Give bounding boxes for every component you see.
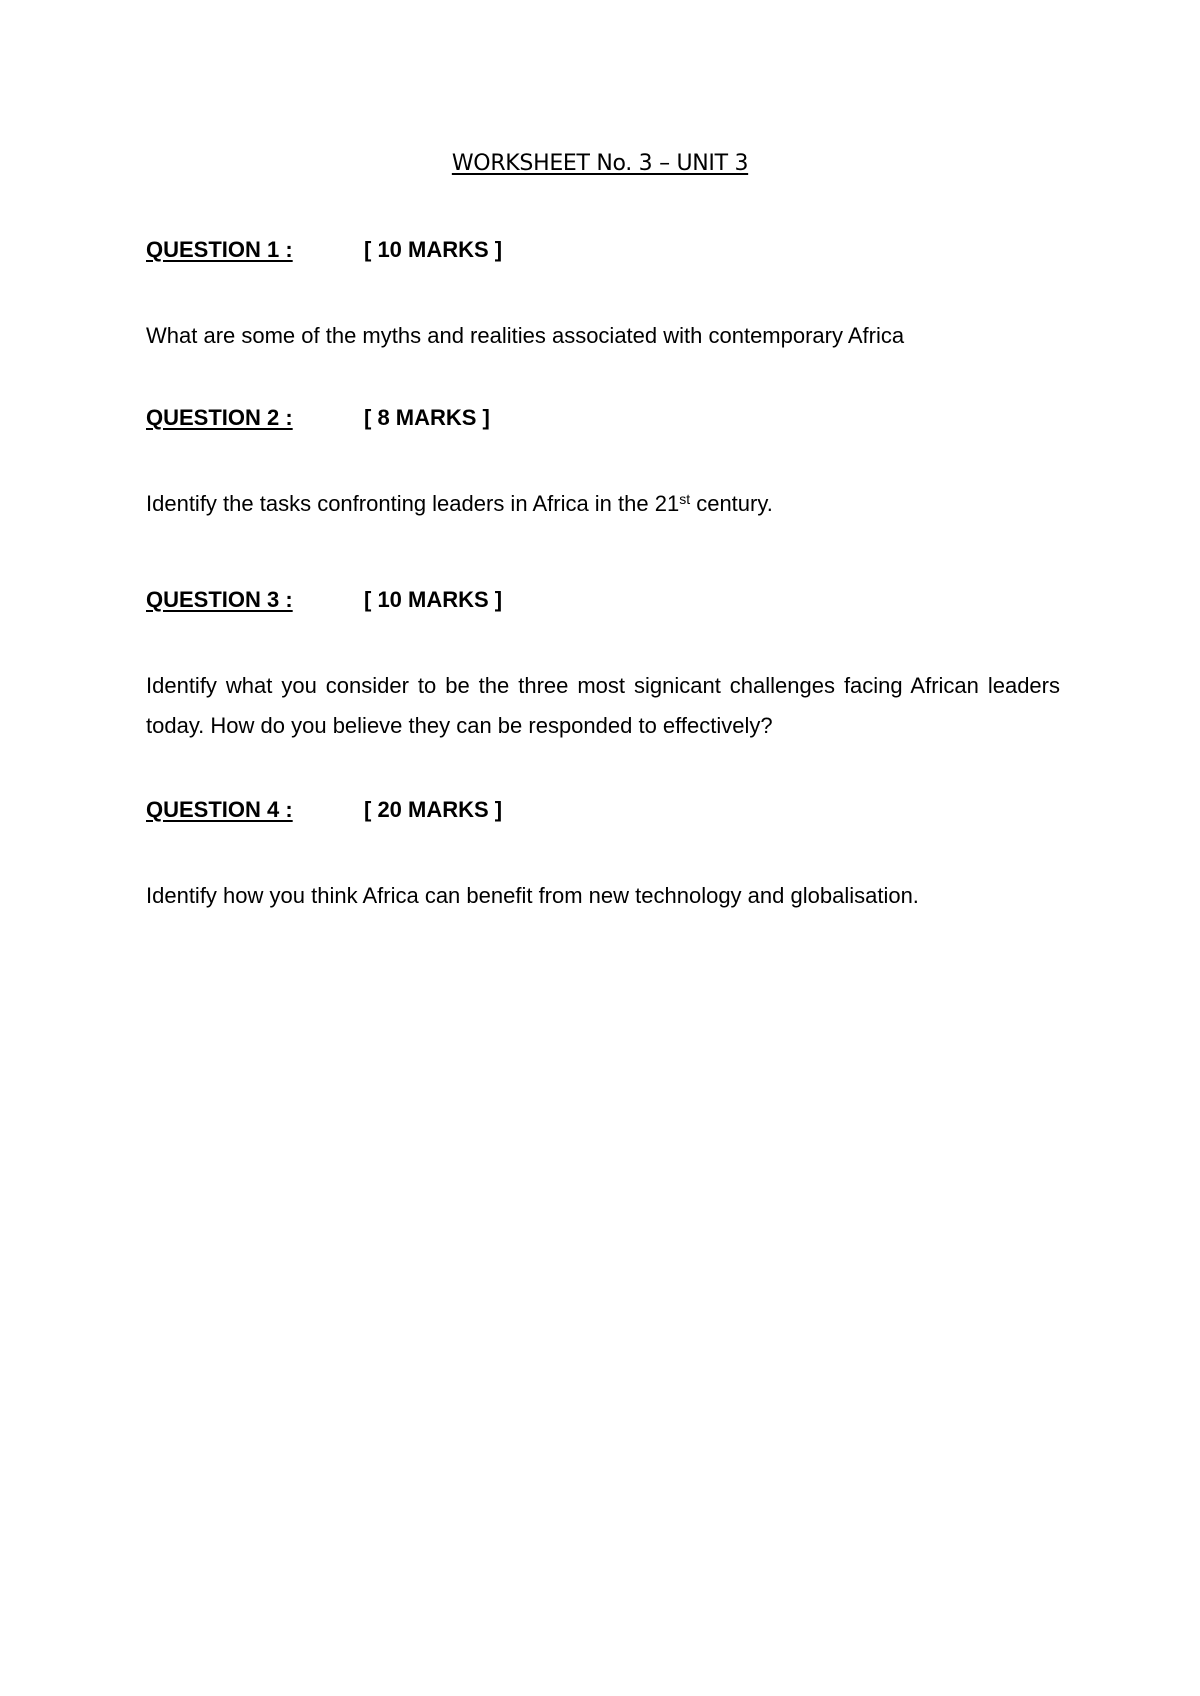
question-1-marks: [ 10 MARKS ]	[364, 237, 503, 262]
question-4-label: QUESTION 4 :	[146, 797, 293, 822]
question-2-heading	[146, 402, 1046, 434]
question-4-heading	[146, 794, 1046, 826]
question-2-superscript: st	[679, 490, 691, 507]
question-2-text	[146, 484, 1060, 524]
question-3-marks: [ 10 MARKS ]	[364, 587, 503, 612]
question-2-label: QUESTION 2 :	[146, 405, 293, 430]
question-3-label: QUESTION 3 :	[146, 587, 293, 612]
question-1-heading	[146, 234, 1046, 266]
question-2-text-main: Identify the tasks confronting leaders in Africa in the 21	[146, 491, 680, 516]
question-2-marks: [ 8 MARKS ]	[364, 405, 490, 430]
worksheet-title: WORKSHEET No. 3 – UNIT 3	[451, 151, 749, 176]
question-1-label: QUESTION 1 :	[146, 237, 293, 262]
question-3-text: Identify what you consider to be the three most signicant challenges facing African leaders today. How do you believe they can be responded to effectively?	[146, 673, 1060, 738]
question-3-heading	[146, 584, 1046, 616]
question-2-text-end: century.	[690, 491, 773, 516]
question-4-marks: [ 20 MARKS ]	[364, 797, 503, 822]
question-1-text: What are some of the myths and realities associated with contemporary Africa	[146, 323, 905, 348]
question-4-text: Identify how you think Africa can benefit from new technology and globalisation.	[146, 883, 919, 908]
